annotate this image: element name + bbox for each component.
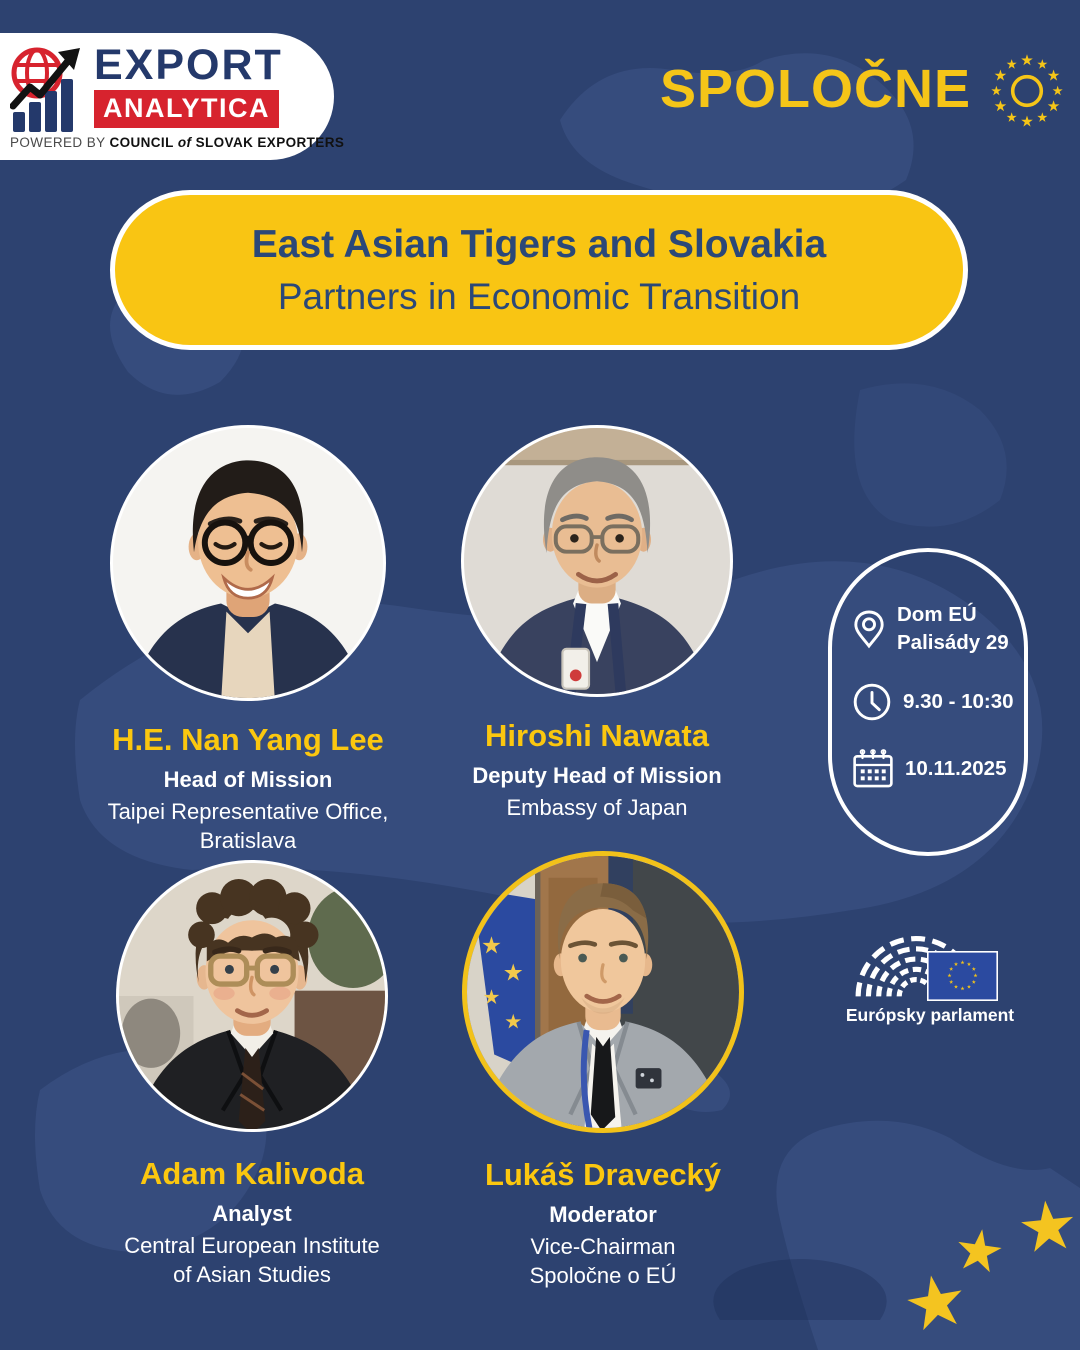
event-location-line2: Palisády 29 (897, 630, 1009, 654)
speaker-org-line2: of Asian Studies (173, 1261, 331, 1287)
event-date: 10.11.2025 (905, 756, 1007, 780)
event-time-row (852, 682, 1024, 722)
event-location-row (852, 601, 1024, 656)
event-title: East Asian Tigers and Slovakia (251, 222, 827, 266)
speaker-role: Moderator (549, 1202, 657, 1227)
speaker-org-line1: Embassy of Japan (506, 795, 688, 820)
speaker-photo (116, 860, 388, 1132)
speaker-card-adam-kalivoda (79, 860, 425, 1289)
event-location (897, 601, 1009, 656)
european-parliament-logo (843, 903, 1017, 1031)
spolocne-logo-text: SPOLOČNE (660, 59, 972, 119)
logo-word-analytica: ANALYTICA (94, 90, 279, 128)
event-location-line1: Dom EÚ (897, 602, 977, 626)
speaker-card-lukas-dravecky (430, 851, 776, 1290)
speaker-role: Head of Mission (163, 767, 333, 792)
speaker-card-hiroshi-nawata (424, 425, 770, 823)
powered-by-prefix: POWERED BY (10, 135, 106, 150)
speaker-org-line2: Spoločne o EÚ (529, 1262, 677, 1288)
speaker-role: Analyst (212, 1201, 292, 1226)
logo-word-export: EXPORT (94, 41, 283, 89)
european-parliament-label: Európsky parlament (845, 1005, 1015, 1025)
speaker-org-line1: Taipei Representative Office, (107, 799, 389, 824)
globe-growth-chart-icon (10, 44, 84, 132)
speaker-organization (75, 798, 421, 855)
location-pin-icon (852, 608, 886, 650)
speaker-organization (424, 794, 770, 823)
clock-icon (852, 682, 892, 722)
speaker-name: H.E. Nan Yang Lee (112, 722, 384, 757)
event-subtitle: Partners in Economic Transition (277, 275, 801, 317)
speaker-name: Hiroshi Nawata (485, 718, 709, 753)
powered-by-org-of: of (177, 135, 192, 150)
powered-by-line (10, 135, 344, 150)
event-info-card (828, 548, 1028, 856)
eu-flag-icon (927, 951, 998, 1001)
powered-by-org-council: COUNCIL (109, 135, 174, 150)
event-title-banner (110, 190, 968, 350)
export-analytica-logo (0, 33, 345, 160)
speaker-name: Lukáš Dravecký (484, 1157, 722, 1192)
speaker-org-line2: Bratislava (199, 827, 297, 853)
eu-stars-circle-icon (980, 44, 1074, 138)
speaker-photo (461, 425, 733, 697)
calendar-icon (852, 748, 894, 789)
powered-by-org-exporters: SLOVAK EXPORTERS (195, 135, 345, 150)
event-date-row (852, 748, 1024, 789)
speaker-org-line1: Vice-Chairman (530, 1234, 676, 1259)
speaker-org-line1: Central European Institute (124, 1233, 380, 1258)
speaker-role: Deputy Head of Mission (472, 763, 722, 788)
speaker-photo (110, 425, 386, 701)
speaker-name: Adam Kalivoda (140, 1156, 364, 1191)
speaker-photo (462, 851, 744, 1133)
speaker-organization (430, 1233, 776, 1290)
speaker-organization (79, 1232, 425, 1289)
speaker-card-nan-yang-lee (75, 425, 421, 855)
event-time: 9.30 - 10:30 (903, 690, 1014, 714)
